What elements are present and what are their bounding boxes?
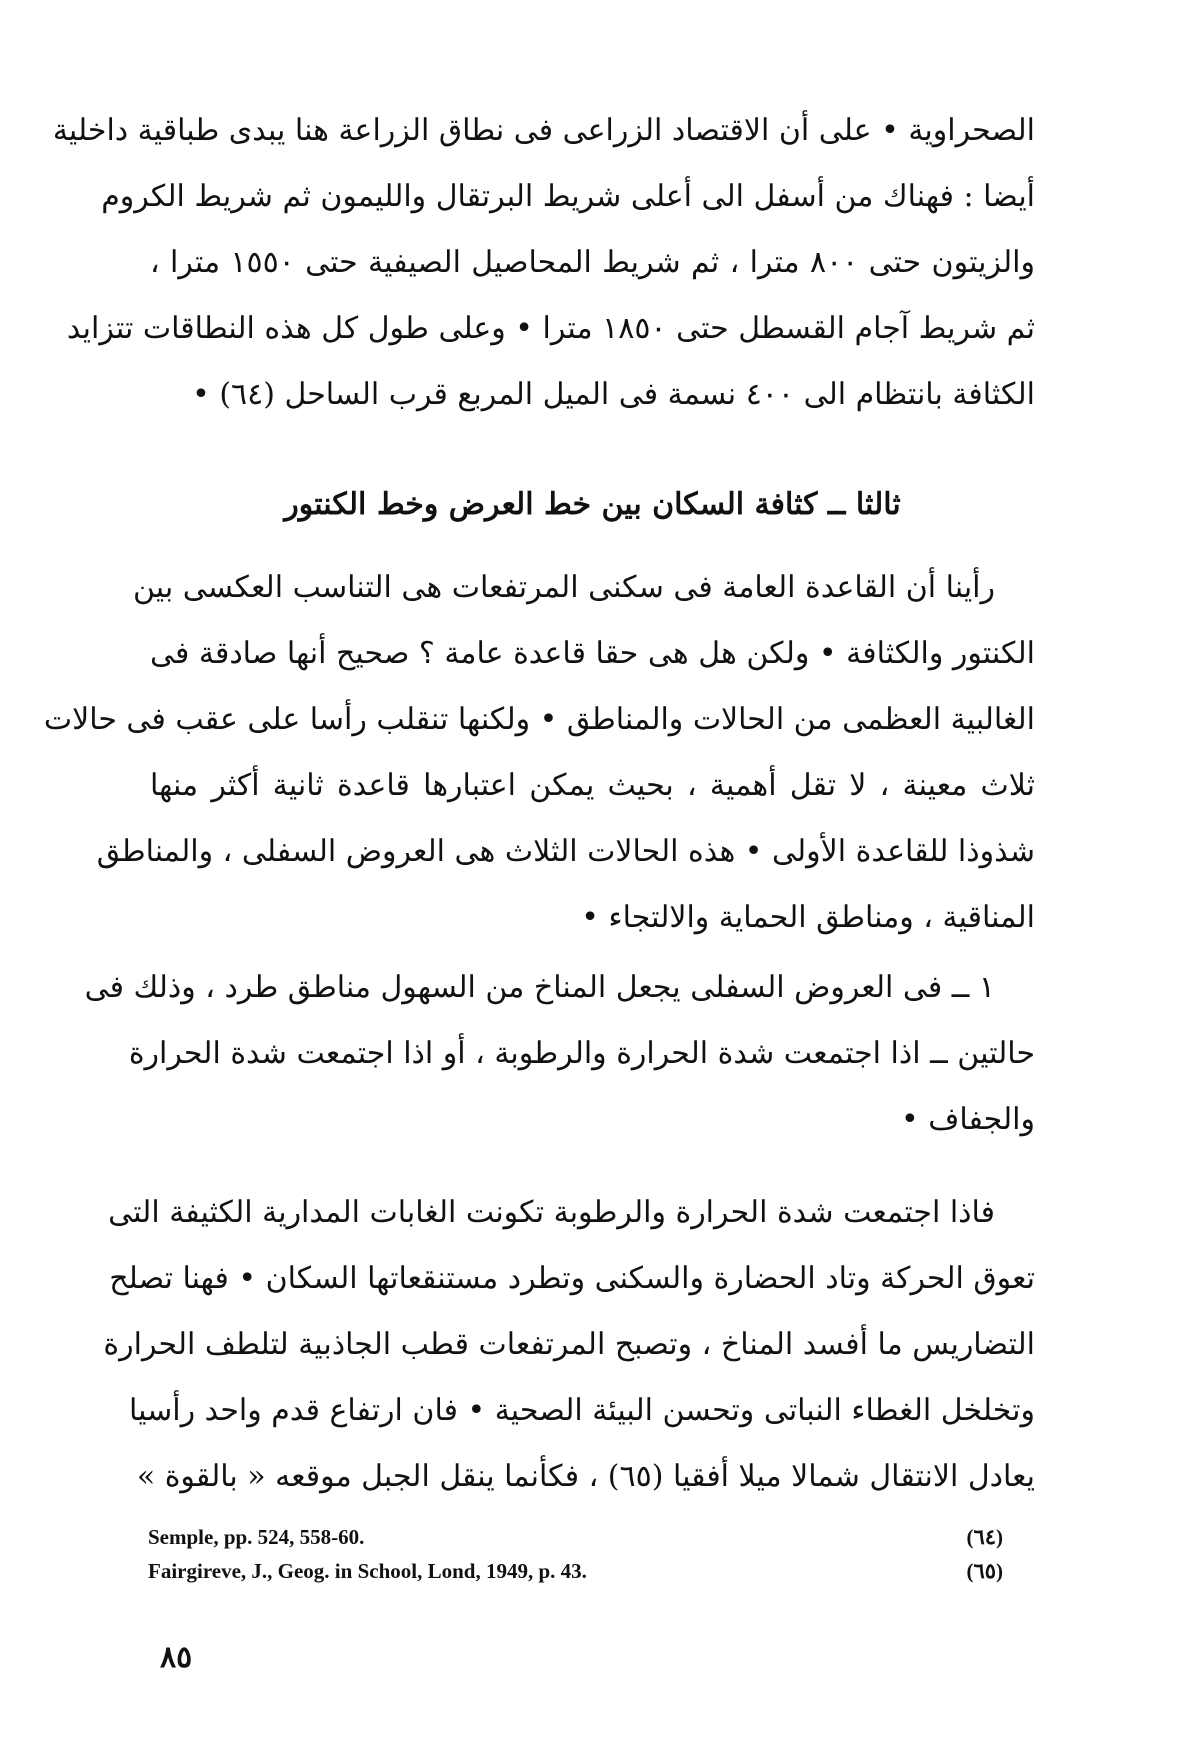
text-line: الكنتور والكثافة • ولكن هل هى حقا قاعدة عامة ؟ صحيح أنها صادقة فى — [150, 636, 1035, 671]
section-heading: ثالثا ــ كثافة السكان بين خط العرض وخط الكنتور — [284, 487, 901, 522]
text-line: الغالبية العظمى من الحالات والمناطق • ولكنها تنقلب رأسا على عقب فى حالات — [43, 702, 1035, 737]
text-line: الصحراوية • على أن الاقتصاد الزراعى فى نطاق الزراعة هنا يبدى طباقية داخلية — [52, 113, 1035, 148]
text-line: حالتين ــ اذا اجتمعت شدة الحرارة والرطوبة ، أو اذا اجتمعت شدة الحرارة — [128, 1036, 1035, 1071]
text-line: الكثافة بانتظام الى ٤٠٠ نسمة فى الميل المربع قرب الساحل (٦٤) • — [192, 377, 1035, 412]
paragraph-2 — [43, 555, 1035, 951]
footnote — [148, 1525, 1003, 1559]
text-line: شذوذا للقاعدة الأولى • هذه الحالات الثلاث هى العروض السفلى ، والمناطق — [96, 834, 1035, 869]
text-line: يعادل الانتقال شمالا ميلا أفقيا (٦٥) ، فكأنما ينقل الجبل موقعه « بالقوة » — [136, 1459, 1035, 1494]
text-line: ثم شريط آجام القسطل حتى ١٨٥٠ مترا • وعلى طول كل هذه النطاقات تتزايد — [66, 311, 1035, 346]
footnote-source: Semple, pp. 524, 558-60. — [148, 1525, 365, 1549]
paragraph-4 — [103, 1180, 1035, 1510]
text-line: أيضا : فهناك من أسفل الى أعلى شريط البرتقال والليمون ثم شريط الكروم — [101, 179, 1035, 214]
footnote — [148, 1559, 1003, 1593]
text-line: ١ ــ فى العروض السفلى يجعل المناخ من السهول مناطق طرد ، وذلك فى — [84, 970, 995, 1005]
text-line: وتخلخل الغطاء النباتى وتحسن البيئة الصحية • فان ارتفاع قدم واحد رأسيا — [128, 1393, 1035, 1428]
page-number: ٨٥ — [160, 1640, 193, 1675]
paragraph-3 — [84, 955, 1035, 1153]
text-line: رأينا أن القاعدة العامة فى سكنى المرتفعات هى التناسب العكسى بين — [132, 570, 995, 605]
footnotes — [148, 1525, 1003, 1593]
text-line: التضاريس ما أفسد المناخ ، وتصبح المرتفعات قطب الجاذبية لتلطف الحرارة — [103, 1327, 1035, 1362]
text-line: ثلاث معينة ، لا تقل أهمية ، بحيث يمكن اعتبارها قاعدة ثانية أكثر منها — [150, 768, 1035, 803]
footnote-number: (٦٤) — [966, 1525, 1003, 1549]
footnote-source: Fairgireve, J., Geog. in School, Lond, 1949, p. 43. — [148, 1559, 587, 1583]
text-line: المناقية ، ومناطق الحماية والالتجاء • — [581, 900, 1035, 935]
text-line: والزيتون حتى ٨٠٠ مترا ، ثم شريط المحاصيل الصيفية حتى ١٥٥٠ مترا ، — [150, 245, 1035, 280]
text-line: فاذا اجتمعت شدة الحرارة والرطوبة تكونت الغابات المدارية الكثيفة التى — [108, 1195, 995, 1230]
paragraph-1 — [52, 98, 1035, 428]
footnote-number: (٦٥) — [966, 1559, 1003, 1583]
text-line: تعوق الحركة وتاد الحضارة والسكنى وتطرد مستنقعاتها السكان • فهنا تصلح — [109, 1261, 1035, 1296]
text-line: والجفاف • — [901, 1102, 1035, 1137]
